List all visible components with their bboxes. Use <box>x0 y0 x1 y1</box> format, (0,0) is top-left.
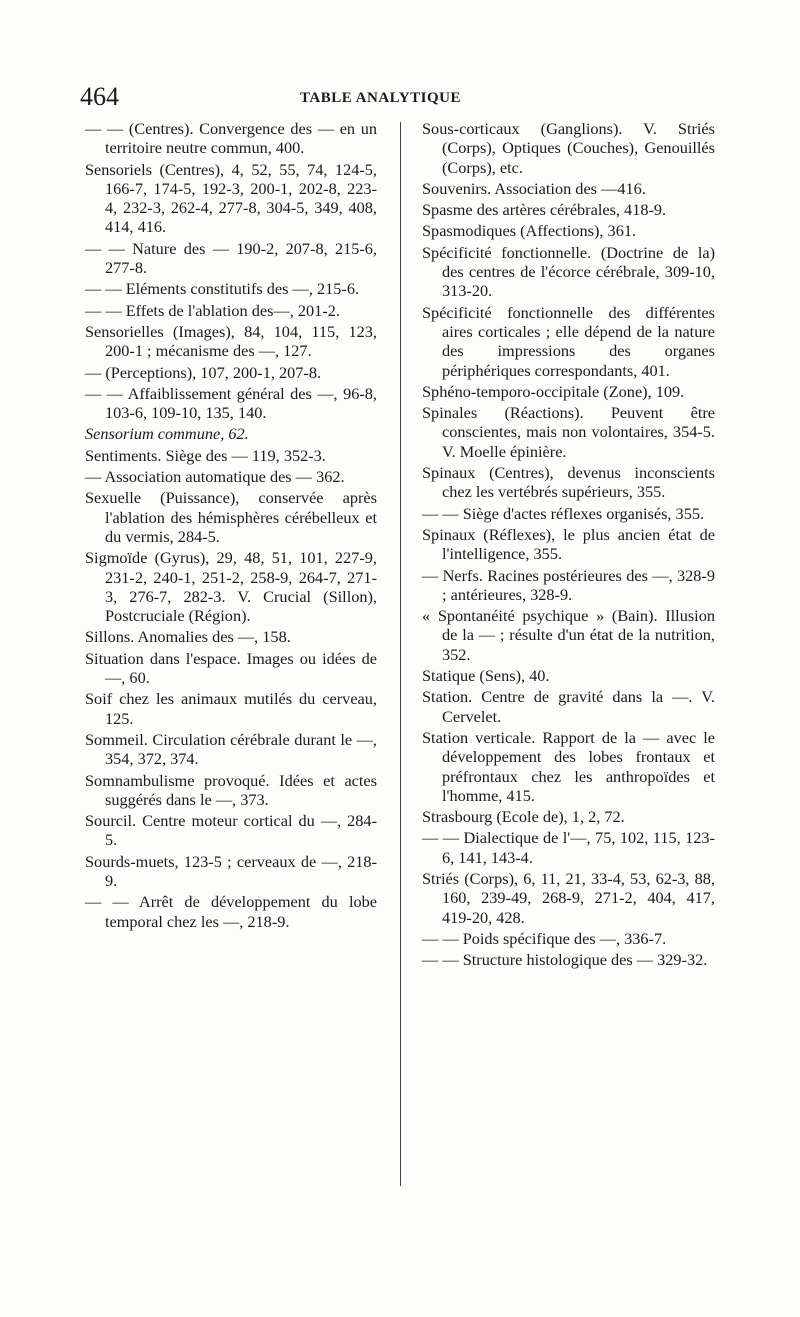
index-entry: Spasmodiques (Affections), 361. <box>422 221 637 241</box>
index-entry: Sexuelle (Puissance), conservée après l'ablation des hémisphères cérébelleux et du vermis, 284-5. <box>85 488 377 546</box>
running-title: TABLE ANALYTIQUE <box>300 90 461 106</box>
index-column-left <box>85 119 377 933</box>
index-entry: Sensoriels (Centres), 4, 52, 55, 74, 124-5, 166-7, 174-5, 192-3, 200-1, 202-8, 223-4, 232-3, 262-4, 277-8, 304-5, 349, 408, 414, 416. <box>85 159 377 237</box>
index-entry: — (Perceptions), 107, 200-1, 207-8. <box>85 362 322 382</box>
index-entry: — — Arrêt de développement du lobe temporal chez les —, 218-9. <box>85 892 377 931</box>
index-entry: Striés (Corps), 6, 11, 21, 33-4, 53, 62-3, 88, 160, 239-49, 268-9, 271-2, 404, 417, 419-20, 428. <box>422 868 715 927</box>
index-entry: — — Eléments constitutifs des —, 215-6. <box>85 279 360 299</box>
index-entry: — Nerfs. Racines postérieures des —, 328-9 ; antérieures, 328-9. <box>422 565 715 604</box>
index-entry: Somnambulisme provoqué. Idées et actes suggérés dans le —, 373. <box>85 770 377 809</box>
index-entry: Sensorium commune, 62. <box>85 424 249 444</box>
index-entry: — — Dialectique de l'—, 75, 102, 115, 123-6, 141, 143-4. <box>422 828 715 867</box>
index-entry: Sommeil. Circulation cérébrale durant le —, 354, 372, 374. <box>85 729 377 769</box>
index-entry: Spinaux (Centres), devenus inconscients chez les vertébrés supérieurs, 355. <box>422 463 715 502</box>
index-entry: Sous-corticaux (Ganglions). V. Striés (Corps), Optiques (Couches), Genouillés (Corps), etc. <box>422 119 715 177</box>
index-entry: Station. Centre de gravité dans la —. V. Cervelet. <box>422 687 715 726</box>
index-entry: Station verticale. Rapport de la — avec le développement des lobes frontaux et préfrontaux chez les anthropoïdes et l'homme, 415. <box>422 727 715 805</box>
index-entry: « Spontanéité psychique » (Bain). Illusion de la — ; résulte d'un état de la nutrition, 352. <box>422 606 715 664</box>
index-entry: Sensorielles (Images), 84, 104, 115, 123, 200-1 ; mécanisme des —, 127. <box>85 321 377 361</box>
index-entry: Sphéno-temporo-occipitale (Zone), 109. <box>422 381 685 401</box>
index-entry: Statique (Sens), 40. <box>422 666 550 686</box>
index-column-right <box>422 119 715 971</box>
index-entry: Spinaux (Réflexes), le plus ancien état de l'intelligence, 355. <box>422 524 715 564</box>
index-entry: Sigmoïde (Gyrus), 29, 48, 51, 101, 227-9, 231-2, 240-1, 251-2, 258-9, 264-7, 271-3, 276-7, 282-3. V. Crucial (Sillon), Postcruciale (Région). <box>85 548 377 626</box>
index-entry: Sentiments. Siège des — 119, 352-3. <box>85 445 326 465</box>
index-entry: — — Nature des — 190-2, 207-8, 215-6, 277-8. <box>85 238 377 278</box>
index-entry: Situation dans l'espace. Images ou idées de —, 60. <box>85 648 377 688</box>
column-divider <box>400 122 401 1186</box>
index-entry: — — Siège d'actes réflexes organisés, 355. <box>422 503 705 523</box>
page-number: 464 <box>80 82 119 111</box>
index-entry: — — (Centres). Convergence des — en un territoire neutre commun, 400. <box>85 119 377 158</box>
index-entry: — — Structure histologique des — 329-32. <box>422 950 708 970</box>
index-entry: Spinales (Réactions). Peuvent être conscientes, mais non volontaires, 354-5. V. Moelle épinière. <box>422 403 715 461</box>
index-entry: Spécificité fonctionnelle. (Doctrine de la) des centres de l'écorce cérébrale, 309-10, 313-20. <box>422 242 715 301</box>
index-entry: — Association automatique des — 362. <box>85 467 345 487</box>
index-entry: Soif chez les animaux mutilés du cerveau, 125. <box>85 689 377 728</box>
index-entry: — — Poids spécifique des —, 336-7. <box>422 928 667 948</box>
index-entry: Sourds-muets, 123-5 ; cerveaux de —, 218-9. <box>85 851 377 890</box>
index-entry: — — Effets de l'ablation des—, 201-2. <box>85 300 340 320</box>
index-entry: Spécificité fonctionnelle des différentes aires corticales ; elle dépend de la nature des impressions des organes périphériques correspondants, 401. <box>422 302 715 380</box>
index-entry: Sourcil. Centre moteur cortical du —, 284-5. <box>85 811 377 850</box>
index-entry: Sillons. Anomalies des —, 158. <box>85 627 291 647</box>
page-header <box>80 82 760 112</box>
index-entry: — — Affaiblissement général des —, 96-8, 103-6, 109-10, 135, 140. <box>85 383 377 423</box>
index-entry: Strasbourg (Ecole de), 1, 2, 72. <box>422 807 625 827</box>
index-entry: Spasme des artères cérébrales, 418-9. <box>422 200 667 220</box>
index-entry: Souvenirs. Association des —416. <box>422 178 646 198</box>
